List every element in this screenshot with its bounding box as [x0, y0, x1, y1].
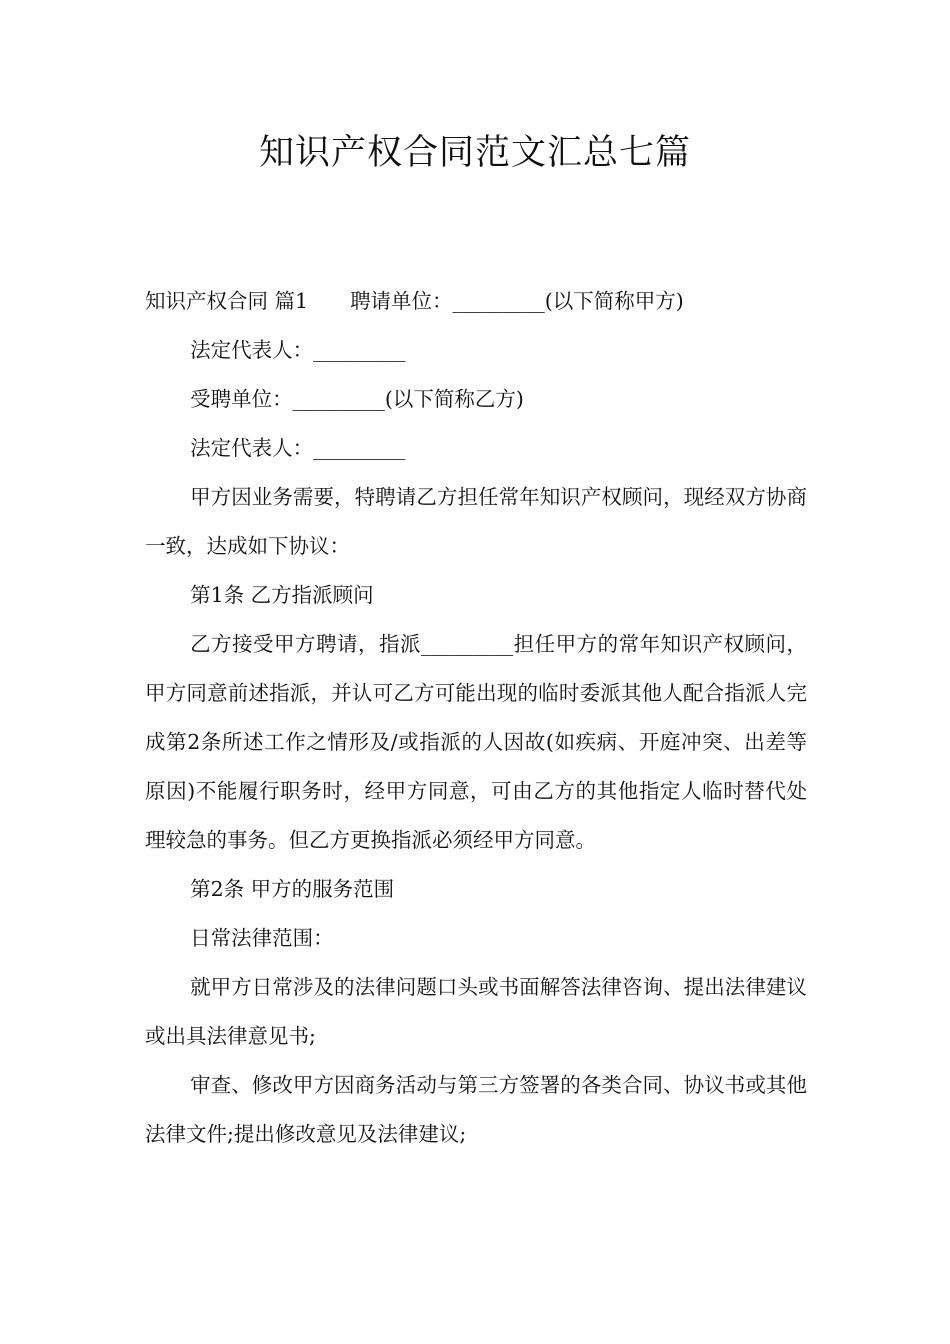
paragraph-intro: 甲方因业务需要，特聘请乙方担任常年知识产权顾问，现经双方协商一致，达成如下协议： [145, 485, 807, 558]
scope-item-consulting: 就甲方日常涉及的法律问题口头或书面解答法律咨询、提出法律建议或出具法律意见书; [145, 975, 807, 1048]
paragraph-legal-rep-employee: 法定代表人：_________ [190, 436, 406, 460]
scope-item-contract-review: 审查、修改甲方因商务活动与第三方签署的各类合同、协议书或其他法律文件;提出修改意见及法律建议; [145, 1073, 807, 1146]
document-body [145, 277, 807, 1159]
paragraph-employee-unit: 受聘单位：_________(以下简称乙方) [190, 387, 524, 411]
paragraph-legal-rep-employer: 法定代表人：_________ [190, 338, 406, 362]
daily-legal-scope: 日常法律范围： [190, 926, 334, 950]
article-1-body: 乙方接受甲方聘请，指派_________担任甲方的常年知识产权顾问，甲方同意前述指派，并认可乙方可能出现的临时委派其他人配合指派人完成第2条所述工作之情形及/或指派的人因故(如疾病、开庭冲突、出差等原因)不能履行职务时，经甲方同意，可由乙方的其他指定人临时替代处理较急的事务。但乙方更换指派必须经甲方同意。 [145, 632, 807, 852]
article-2-heading: 第2条 甲方的服务范围 [190, 877, 395, 901]
employer-line: 聘请单位：_________(以下简称甲方) [350, 289, 684, 313]
first-line [145, 277, 807, 326]
section-heading: 知识产权合同 篇1 [145, 289, 309, 313]
document-title: 知识产权合同范文汇总七篇 [258, 133, 691, 173]
article-1-heading: 第1条 乙方指派顾问 [190, 583, 374, 607]
